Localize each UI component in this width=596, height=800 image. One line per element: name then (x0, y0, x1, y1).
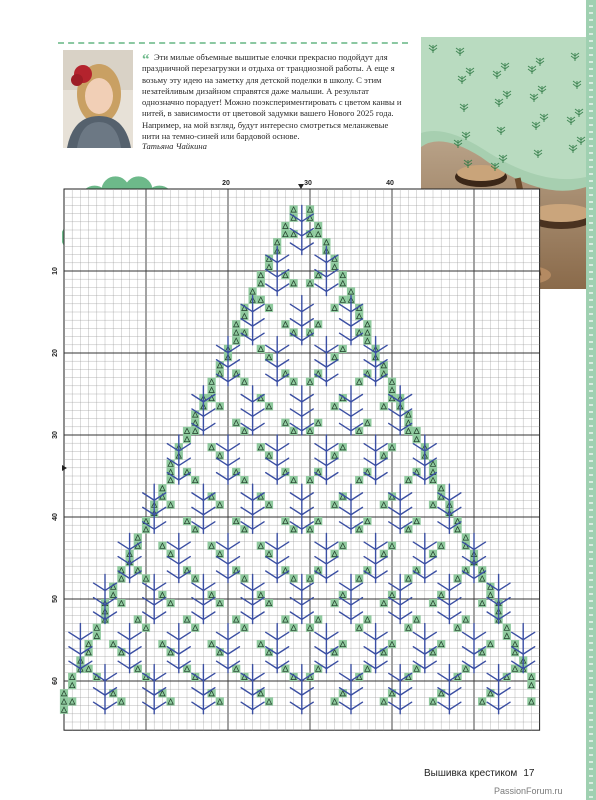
quote-text: Эти милые объемные вышитые елочки прекрасно подойдут для праздничной перезагрузки и отдыха от трандиозной работы. А еще я возьму эту идею на заметку для детской поделки в школу. С этим незатейливым дизайном справятся даже малыши. А результат однозначно порадует! Можно поэкспериментировать с цветом канвы и нитей, в зависимости от цветовой задумки вашего Нового 2025 года. Например, на мой взгляд, будут интересно смотреться меланжевые нити на темно-синей или бардовой основе. (142, 52, 402, 142)
page-footer (424, 768, 534, 779)
page-number: 17 (523, 768, 535, 779)
author-avatar (63, 50, 133, 148)
chart-top-axis (222, 180, 394, 187)
quote-mark: “ (142, 52, 150, 68)
chart-left-axis (52, 267, 59, 685)
left-tick-label: 40 (52, 513, 59, 521)
center-marker-top-icon (298, 184, 304, 189)
left-tick-label: 10 (52, 267, 59, 275)
magazine-title: Вышивка крестиком (424, 768, 518, 779)
left-tick-label: 60 (52, 677, 59, 685)
watermark: PassionForum.ru (494, 786, 563, 796)
author-portrait-icon (63, 50, 133, 148)
cross-stitch-chart (50, 170, 550, 760)
right-stitch-pattern (589, 0, 593, 800)
top-tick-label: 20 (222, 180, 230, 187)
quote-author: Татьяна Чайкина (142, 141, 207, 151)
left-tick-label: 30 (52, 431, 59, 439)
chart-grid (64, 189, 540, 730)
top-tick-label: 30 (304, 180, 312, 187)
left-tick-label: 50 (52, 595, 59, 603)
left-tick-label: 20 (52, 349, 59, 357)
top-tick-label: 40 (386, 180, 394, 187)
